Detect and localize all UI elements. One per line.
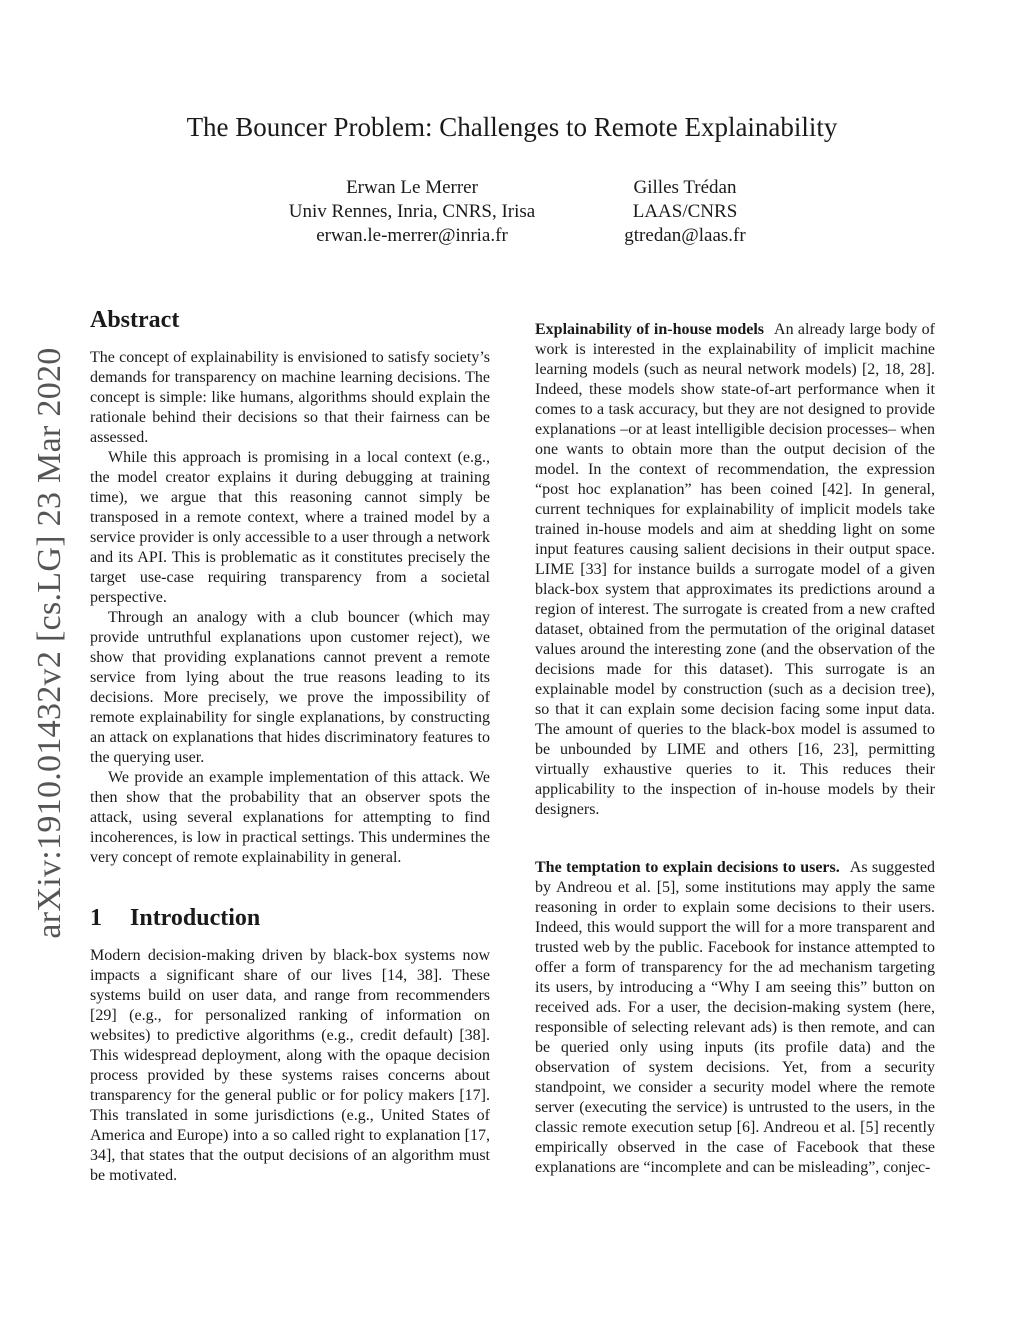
paragraph-text: An already large body of work is interested in the explainability of implicit machine learning models (such as neural network models) [2, 18, 28]. Indeed, these models show state-of-art performance when it comes to a task accuracy, but they are not designed to provide explanations –or at least intelligible decision processes– when one wants to obtain more than the output decision of the model. In the context of recommendation, the expression “post hoc explanation” has been coined [42]. In general, current techniques for explainability of implicit models take trained in-house models and aim at shedding light on some input features causing salient decisions in their output space. LIME [33] for instance builds a surrogate model of a given black-box system that approximates its predictions around a region of interest. The surrogate is created from a new crafted dataset, obtained from the permutation of the original dataset values around the interesting zone (and the observation of the decisions made for this dataset). This surrogate is an explainable model by construction (such as a decision tree), so that it can explain some decision facing some input data. The amount of queries to the black-box model is assumed to be unbounded by LIME and others [16, 23], permitting virtually exhaustive queries to it. This reduces their applicability to the inspection of in-house models by their designers. [535, 321, 935, 818]
section-number: 1 [90, 905, 102, 931]
author-block [585, 176, 785, 248]
paragraph-gap [535, 820, 935, 858]
intro-paragraph: Modern decision-making driven by black-box systems now impacts a significant share of our lives [14, 38]. These systems build on user data, and range from recommenders [29] (e.g., for personalized ranking of information on websites) to predictive algorithms (e.g., credit default) [38]. This widespread deployment, along with the opaque decision process provided by these systems raises concerns about transparency for the general public or for policy makers [17]. This translated in some jurisdictions (e.g., United States of America and Europe) into a so called right to explanation [17, 34], that states that the output decisions of an algorithm must be motivated. [90, 947, 490, 1184]
arxiv-identifier [32, 348, 68, 938]
section-heading [90, 905, 490, 931]
author-name: Gilles Trédan [633, 177, 737, 198]
paragraph-text: As suggested by Andreou et al. [5], some institutions may apply the same reasoning in order to explain some decisions to their users. Indeed, this would support the will for a more transparent and trusted web by the public. Facebook for instance attempted to offer a form of transparency for the ad mechanism targeting its users, by introducing a “Why I am seeing this” button on received ads. For a user, the decision-making system (here, responsible of selecting relevant ads) is then remote, and can be queried only using inputs (its profile data) and the observation of system decisions. Yet, from a security standpoint, we consider a security model where the remote server (executing the service) is untrusted to the users, in the classic remote execution setup [6]. Andreou et al. [5] recently empirically observed in the case of Facebook that these explanations are “incomplete and can be misleading”, conjec- [535, 859, 935, 1176]
author-email[interactable]: erwan.le-merrer@inria.fr [316, 225, 508, 246]
paragraph-heading: The temptation to explain decisions to users. [535, 859, 840, 876]
abstract-paragraph: The concept of explainability is envisioned to satisfy society’s demands for transparency on machine learning decisions. The concept is simple: like humans, algorithms should explain the rationale behind their decisions so that their fairness can be assessed. [90, 349, 490, 446]
abstract-heading: Abstract [90, 307, 180, 333]
author-affiliation: LAAS/CNRS [632, 201, 738, 222]
paragraph-block [535, 320, 935, 820]
abstract-paragraph: While this approach is promising in a local context (e.g., the model creator explains it during debugging at training time), we argue that this reasoning cannot simply be transposed in a remote context, where a trained model by a service provider is only accessible to a user through a network and its API. This is problematic as it constitutes precisely the target use-case requiring transparency from a societal perspective. [90, 449, 490, 606]
paragraph-heading: Explainability of in-house models [535, 321, 765, 338]
paper-title: The Bouncer Problem: Challenges to Remote Explainability [186, 112, 838, 142]
paragraph-block [535, 858, 935, 1178]
author-affiliation: Univ Rennes, Inria, CNRS, Irisa [288, 201, 536, 222]
left-column [90, 307, 490, 1186]
author-block [262, 176, 562, 248]
section-title: Introduction [130, 905, 261, 931]
abstract-paragraph: Through an analogy with a club bouncer (which may provide untruthful explanations upon customer reject), we show that providing explanations cannot prevent a remote service from lying about the true reasons leading to its decisions. More precisely, we prove the impossibility of remote explainability for single explanations, by constructing an attack on explanations that hides discriminatory features to the querying user. [90, 609, 490, 766]
author-email[interactable]: gtredan@laas.fr [624, 225, 746, 246]
right-column [535, 320, 935, 1178]
abstract-paragraph: We provide an example implementation of this attack. We then show that the probability that an observer spots the attack, using several explanations for attempting to find incoherences, is low in practical settings. This undermines the very concept of remote explainability in general. [90, 769, 490, 866]
arxiv-id-text: arXiv:1910.01432v2 [cs.LG] 23 Mar 2020 [31, 347, 68, 939]
author-name: Erwan Le Merrer [346, 177, 478, 198]
